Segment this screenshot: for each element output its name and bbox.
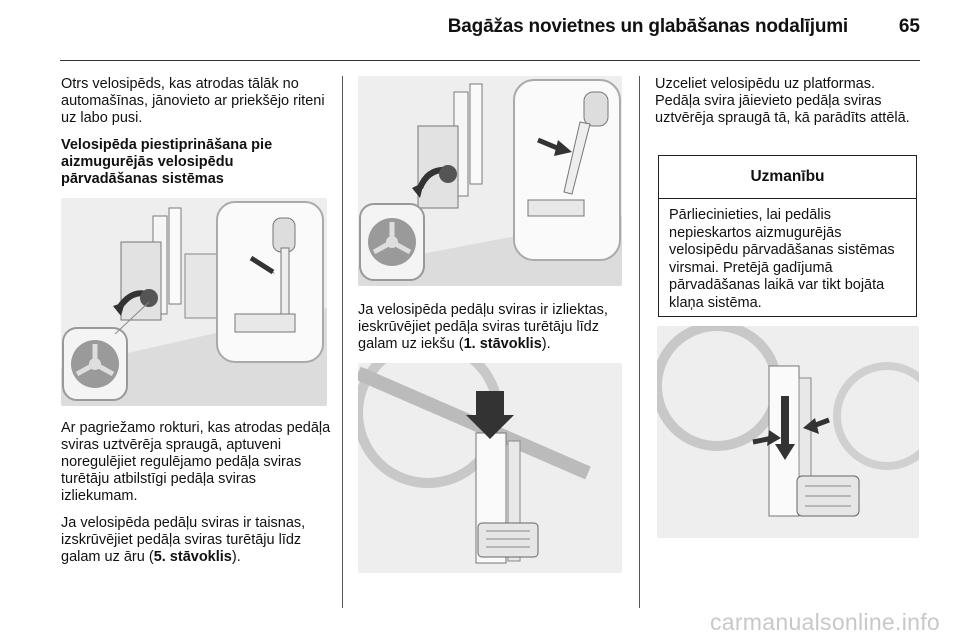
page-header bbox=[0, 0, 960, 62]
instruction-paragraph-3 bbox=[358, 302, 628, 353]
instruction-text-end: ). bbox=[541, 336, 551, 352]
column-3 bbox=[655, 76, 921, 137]
instruction-text-end: ). bbox=[231, 549, 241, 565]
column-2 bbox=[358, 76, 628, 573]
watermark: carmanualsonline.info bbox=[709, 609, 940, 635]
instruction-text: Ja velosipēda pedāļu sviras ir taisnas, izskrūvējiet pedāļa sviras turētāju līdz galam uz āru ( bbox=[61, 515, 306, 565]
warning-text: Pārliecinieties, lai pedālis nepieskartos aizmugurējās velosipēdu pārvadāšanas sistēmas virsmai. Pretējā gadījumā pārvadāšanas laikā var tikt bojāta klaņa sistēma. bbox=[669, 207, 895, 311]
instruction-paragraph-1: Ar pagriežamo rokturi, kas atrodas pedāļa sviras uztvērēja spraugā, aptuveni noregulējiet regulējamo pedāļa sviras turētāju atbilstīgi pedāļa sviras izliekumam. bbox=[61, 420, 331, 504]
warning-title: Uzmanību bbox=[659, 156, 916, 199]
position-label: 1. stāvoklis bbox=[463, 336, 542, 352]
column-divider-1 bbox=[342, 76, 343, 608]
page-number: 65 bbox=[898, 16, 920, 37]
instruction-paragraph-4: Uzceliet velosipēdu uz platformas. Pedāļa svira jāievieto pedāļa sviras uztvērēja spraugā tā, kā parādīts attēlā. bbox=[655, 76, 910, 126]
illustration-pedal-inserted bbox=[358, 363, 622, 573]
instruction-paragraph-2 bbox=[61, 515, 333, 566]
page-title: Bagāžas novietnes un glabāšanas nodalījumi bbox=[447, 16, 848, 37]
header-rule bbox=[60, 60, 920, 61]
illustration-knob-adjust bbox=[61, 198, 327, 406]
intro-paragraph: Otrs velosipēds, kas atrodas tālāk no automašīnas, jānovieto ar priekšējo riteni uz labo pusi. bbox=[61, 76, 325, 126]
warning-box bbox=[658, 155, 917, 317]
illustration-pedal-clamped bbox=[657, 326, 919, 538]
section-subheading: Velosipēda piestiprināšana pie aizmugurējās velosipēdu pārvadāšanas sistēmas bbox=[61, 137, 273, 187]
column-divider-2 bbox=[639, 76, 640, 608]
illustration-pedal-holder bbox=[358, 76, 622, 286]
position-label: 5. stāvoklis bbox=[153, 549, 232, 565]
instruction-text: Ja velosipēda pedāļu sviras ir izliektas, ieskrūvējiet pedāļa sviras turētāju līdz galam uz iekšu ( bbox=[358, 302, 608, 352]
column-1 bbox=[61, 76, 333, 576]
